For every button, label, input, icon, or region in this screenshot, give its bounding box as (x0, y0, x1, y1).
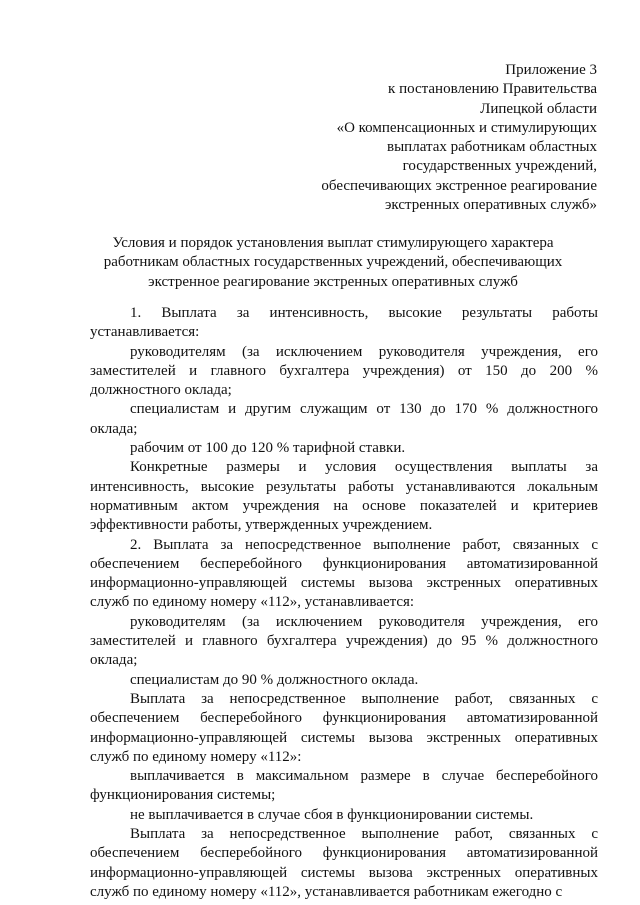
paragraph: Выплата за непосредственное выполнение работ, связанных с обеспечением бесперебойного функционирования автоматизированной информационно-управляющей системы вызова экстренных оперативных служб по единому номеру «112»: (90, 690, 598, 765)
appendix-line: к постановлению Правительства (388, 81, 597, 98)
appendix-line: Приложение 3 (505, 62, 597, 78)
document-body (90, 304, 598, 902)
paragraph: специалистам и другим служащим от 130 до 170 % должностного оклада; (90, 401, 598, 437)
appendix-header (257, 61, 597, 215)
appendix-line: обеспечивающих экстренное реагирование (321, 177, 597, 194)
paragraph: руководителям (за исключением руководителя учреждения, его заместителей и главного бухгалтера учреждения) от 150 до 200 % должностного оклада; (90, 343, 598, 399)
paragraph: 1. Выплата за интенсивность, высокие результаты работы устанавливается: (90, 305, 598, 341)
appendix-line: экстренных оперативных служб» (384, 197, 597, 214)
paragraph: 2. Выплата за непосредственное выполнение работ, связанных с обеспечением бесперебойного функционирования автоматизированной информационно-управляющей системы вызова экстренных оперативных служб по единому номеру «112», устанавливается: (90, 536, 598, 611)
paragraph: Выплата за непосредственное выполнение работ, связанных с обеспечением бесперебойного функционирования автоматизированной информационно-управляющей системы вызова экстренных оперативных служб по единому номеру «112», устанавливается работникам ежегодно с (90, 826, 598, 900)
appendix-line: выплатах работникам областных (387, 139, 597, 156)
paragraph: специалистам до 90 % должностного оклада. (130, 671, 419, 688)
document-title (90, 234, 576, 292)
title-line: Условия и порядок установления выплат стимулирующего характера (112, 235, 554, 251)
appendix-line: государственных учреждений, (402, 158, 597, 175)
appendix-line: «О компенсационных и стимулирующих (336, 119, 597, 136)
paragraph: рабочим от 100 до 120 % тарифной ставки. (130, 440, 406, 457)
paragraph: руководителям (за исключением руководителя учреждения, его заместителей и главного бухгалтера учреждения) до 95 % должностного оклада; (90, 613, 598, 669)
appendix-line: Липецкой области (480, 100, 597, 117)
paragraph: выплачивается в максимальном размере в случае бесперебойного функционирования системы; (90, 768, 598, 804)
paragraph: Конкретные размеры и условия осуществления выплаты за интенсивность, высокие результаты работы устанавливаются локальным нормативным актом учреждения на основе показателей и критериев эффективности работы, утвержденных учреждением. (90, 459, 598, 534)
title-line: работникам областных государственных учреждений, обеспечивающих (103, 254, 563, 271)
paragraph: не выплачивается в случае сбоя в функционировании системы. (130, 806, 534, 823)
title-line: экстренное реагирование экстренных оперативных служб (148, 273, 518, 290)
